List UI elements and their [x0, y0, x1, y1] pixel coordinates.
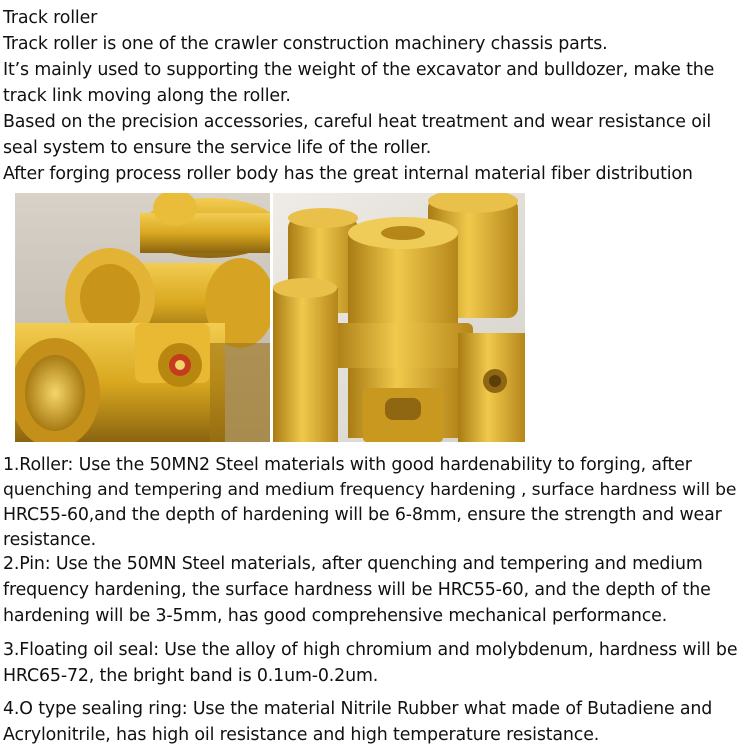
- spec-seal-line: 3.Floating oil seal: Use the alloy of high chromium and molybdenum, hardness will be: [3, 640, 738, 660]
- spec-roller-line: resistance.: [3, 530, 97, 550]
- intro-line: Track roller is one of the crawler construction machinery chassis parts.: [3, 34, 608, 54]
- spec-pin-line: hardening will be 3-5mm, has good comprehensive mechanical performance.: [3, 606, 668, 626]
- spec-pin-line: 2.Pin: Use the 50MN Steel materials, after quenching and tempering and medium: [3, 554, 703, 574]
- intro-line: It’s mainly used to supporting the weight of the excavator and bulldozer, make the: [3, 60, 715, 80]
- spec-pin-line: frequency hardening, the surface hardness will be HRC55-60, and the depth of the: [3, 580, 711, 600]
- spec-roller-line: HRC55-60,and the depth of hardening will be 6-8mm, ensure the strength and wear: [3, 505, 722, 525]
- spec-roller-line: 1.Roller: Use the 50MN2 Steel materials with good hardenability to forging, after: [3, 455, 692, 475]
- spec-seal-line: HRC65-72, the bright band is 0.1um-0.2um.: [3, 666, 379, 686]
- spec-oring-line: 4.O type sealing ring: Use the material Nitrile Rubber what made of Butadiene and: [3, 699, 713, 719]
- roller-illustration-left: [15, 193, 270, 442]
- intro-line: track link moving along the roller.: [3, 86, 291, 106]
- intro-title: Track roller: [3, 8, 98, 28]
- intro-line: seal system to ensure the service life of the roller.: [3, 138, 432, 158]
- intro-line: After forging process roller body has the great internal material fiber distribution: [3, 164, 693, 184]
- roller-illustration-right: [273, 193, 525, 442]
- spec-oring-line: Acrylonitrile, has high oil resistance and high temperature resistance.: [3, 725, 600, 745]
- spec-roller-line: quenching and tempering and medium frequency hardening , surface hardness will be: [3, 480, 737, 500]
- photo-track-rollers-left: [15, 193, 270, 442]
- photo-track-rollers-right: [273, 193, 525, 442]
- intro-line: Based on the precision accessories, careful heat treatment and wear resistance oil: [3, 112, 712, 132]
